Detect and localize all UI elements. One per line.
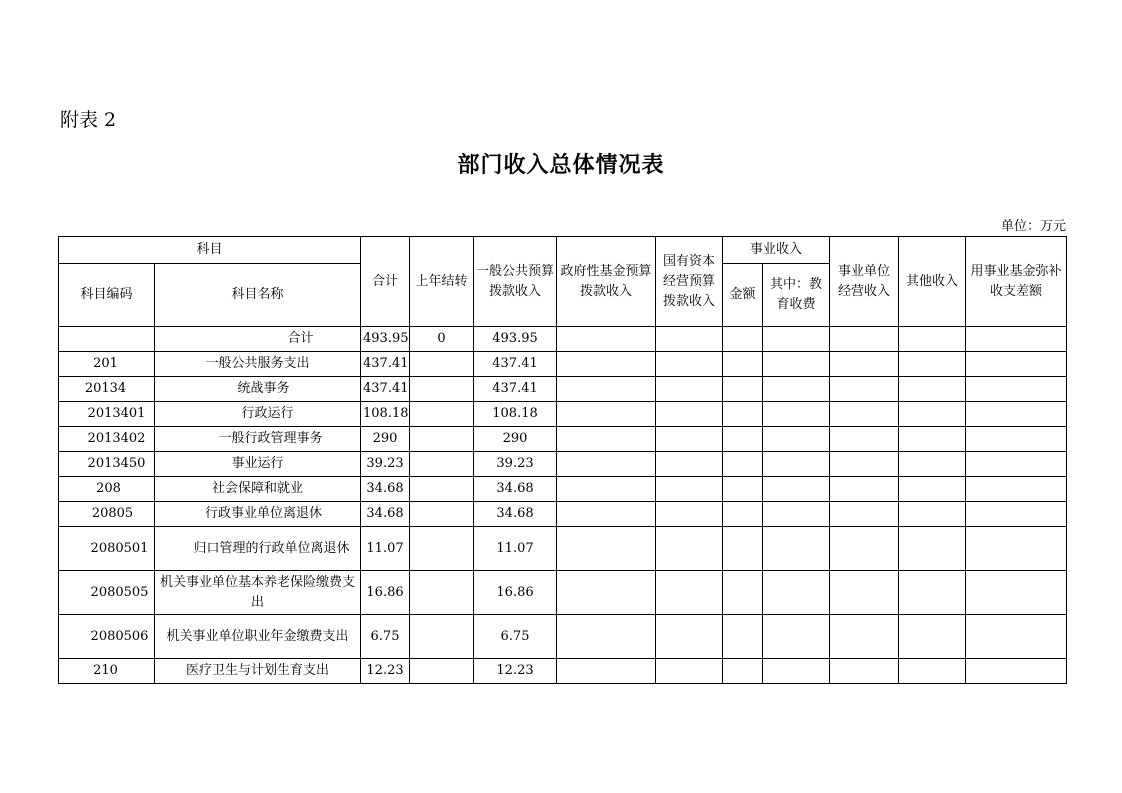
income-table (58, 236, 1067, 684)
cell-total: 11.07 (361, 527, 410, 571)
cell-total: 12.23 (361, 659, 410, 684)
cell-carryover (410, 502, 474, 527)
cell-name: 医疗卫生与计划生育支出 (155, 659, 361, 684)
cell-general: 12.23 (474, 659, 557, 684)
cell-carryover (410, 527, 474, 571)
unit-label: 单位：万元 (1000, 219, 1066, 234)
cell-name: 行政运行 (155, 402, 361, 427)
cell-general: 290 (474, 427, 557, 452)
cell-carryover: 0 (410, 327, 474, 352)
table-row (59, 327, 1067, 352)
page-title: 部门收入总体情况表 (457, 152, 665, 178)
cell-general: 34.68 (474, 502, 557, 527)
header-total: 合计 (361, 237, 410, 327)
cell-name: 统战事务 (155, 377, 361, 402)
header-subject-name: 科目名称 (155, 264, 361, 327)
cell-total: 39.23 (361, 452, 410, 477)
header-amount: 金额 (723, 264, 763, 327)
cell-total: 108.18 (361, 402, 410, 427)
cell-carryover (410, 352, 474, 377)
header-subject: 科目 (59, 237, 361, 264)
cell-code: 210 (59, 659, 155, 684)
table-row (59, 427, 1067, 452)
cell-total: 34.68 (361, 477, 410, 502)
table-row (59, 502, 1067, 527)
cell-general: 493.95 (474, 327, 557, 352)
annex-label: 附表 2 (60, 109, 117, 131)
cell-carryover (410, 427, 474, 452)
cell-name: 一般行政管理事务 (155, 427, 361, 452)
cell-code: 2013402 (59, 427, 155, 452)
header-business-income: 事业收入 (723, 237, 830, 264)
table-row (59, 659, 1067, 684)
cell-general: 108.18 (474, 402, 557, 427)
cell-carryover (410, 452, 474, 477)
cell-code: 2013450 (59, 452, 155, 477)
cell-code: 2080505 (59, 571, 155, 615)
cell-total: 437.41 (361, 352, 410, 377)
cell-general: 6.75 (474, 615, 557, 659)
table-row (59, 377, 1067, 402)
header-of-which: 其中：教育收费 (763, 264, 830, 327)
cell-general: 437.41 (474, 352, 557, 377)
header-gov-fund: 政府性基金预算拨款收入 (557, 237, 656, 327)
cell-carryover (410, 659, 474, 684)
header-fund-balance: 用事业基金弥补收支差额 (966, 237, 1067, 327)
cell-general: 16.86 (474, 571, 557, 615)
cell-code: 2080506 (59, 615, 155, 659)
cell-total: 6.75 (361, 615, 410, 659)
cell-code: 2013401 (59, 402, 155, 427)
cell-name: 社会保障和就业 (155, 477, 361, 502)
cell-general: 437.41 (474, 377, 557, 402)
table-row (59, 402, 1067, 427)
header-carryover: 上年结转 (410, 237, 474, 327)
table-row (59, 452, 1067, 477)
cell-carryover (410, 402, 474, 427)
cell-code (59, 327, 155, 352)
cell-name: 机关事业单位基本养老保险缴费支出 (155, 571, 361, 615)
cell-general: 39.23 (474, 452, 557, 477)
cell-total: 16.86 (361, 571, 410, 615)
cell-total: 437.41 (361, 377, 410, 402)
cell-name: 事业运行 (155, 452, 361, 477)
cell-total: 493.95 (361, 327, 410, 352)
table-row (59, 571, 1067, 615)
table-row (59, 527, 1067, 571)
cell-name: 归口管理的行政单位离退休 (155, 527, 361, 571)
cell-name: 合计 (155, 327, 361, 352)
cell-carryover (410, 571, 474, 615)
table-row (59, 615, 1067, 659)
header-unit-operating: 事业单位经营收入 (830, 237, 899, 327)
cell-code: 2080501 (59, 527, 155, 571)
header-general-budget: 一般公共预算拨款收入 (474, 237, 557, 327)
table-row (59, 352, 1067, 377)
cell-general: 11.07 (474, 527, 557, 571)
cell-code: 208 (59, 477, 155, 502)
cell-total: 290 (361, 427, 410, 452)
cell-total: 34.68 (361, 502, 410, 527)
cell-name: 一般公共服务支出 (155, 352, 361, 377)
cell-name: 行政事业单位离退休 (155, 502, 361, 527)
cell-name: 机关事业单位职业年金缴费支出 (155, 615, 361, 659)
cell-code: 20805 (59, 502, 155, 527)
cell-code: 20134 (59, 377, 155, 402)
cell-carryover (410, 615, 474, 659)
header-subject-code: 科目编码 (59, 264, 155, 327)
cell-carryover (410, 477, 474, 502)
header-state-capital: 国有资本经营预算拨款收入 (656, 237, 723, 327)
header-other-income: 其他收入 (899, 237, 966, 327)
cell-general: 34.68 (474, 477, 557, 502)
cell-code: 201 (59, 352, 155, 377)
cell-carryover (410, 377, 474, 402)
table-row (59, 477, 1067, 502)
